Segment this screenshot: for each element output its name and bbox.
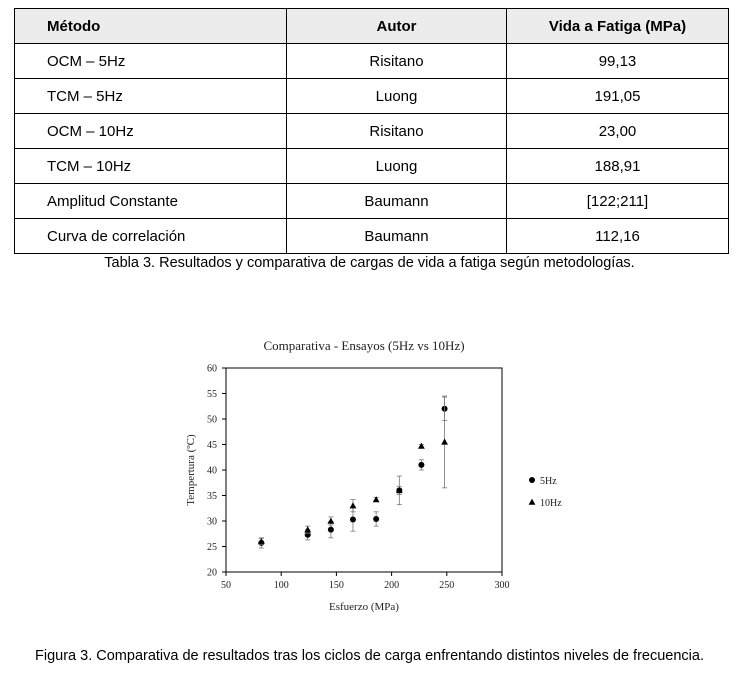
cell-author: Luong [287,149,507,184]
plot-frame [226,368,502,572]
header-fatigue-life: Vida a Fatiga (MPa) [507,9,729,44]
table-row [15,149,729,184]
x-tick-label: 150 [328,580,344,591]
cell-author: Luong [287,79,507,114]
cell-method: OCM – 10Hz [15,114,287,149]
data-point-5hz [328,527,334,533]
cell-author: Risitano [287,44,507,79]
cell-value: 188,91 [507,149,729,184]
data-point-10hz [350,502,357,508]
cell-method: Amplitud Constante [15,184,287,219]
x-tick-label: 300 [494,580,510,591]
figure-caption: Figura 3. Comparativa de resultados tras los ciclos de carga enfrentando distintos niveles de frecuencia. [35,648,704,664]
cell-value: 23,00 [507,114,729,149]
chart-svg [170,330,590,620]
y-tick-label: 25 [207,542,217,553]
data-point-5hz [418,462,424,468]
table-row [15,114,729,149]
cell-value: [122;211] [507,184,729,219]
legend-marker-5hz [529,477,535,483]
y-tick-label: 20 [207,567,217,579]
data-point-10hz [258,538,265,544]
table-row [15,79,729,114]
cell-value: 112,16 [507,219,729,254]
results-table-container [14,8,728,254]
cell-method: Curva de correlación [15,219,287,254]
data-point-5hz [373,516,379,522]
table-row [15,184,729,219]
table-caption: Tabla 3. Resultados y comparativa de cargas de vida a fatiga según metodologías. [104,255,635,271]
y-tick-label: 40 [207,465,217,477]
y-tick-label: 60 [207,363,217,375]
cell-author: Baumann [287,219,507,254]
x-tick-label: 50 [221,580,231,591]
header-author: Autor [287,9,507,44]
results-table [14,8,729,254]
data-point-10hz [441,439,448,445]
cell-method: TCM – 10Hz [15,149,287,184]
data-point-5hz [350,516,356,522]
y-tick-label: 50 [207,414,217,426]
cell-author: Risitano [287,114,507,149]
cell-value: 99,13 [507,44,729,79]
cell-author: Baumann [287,184,507,219]
y-tick-label: 30 [207,516,217,528]
legend-label: 10Hz [540,498,562,509]
y-tick-label: 55 [207,389,217,400]
data-point-10hz [418,443,425,449]
y-tick-label: 45 [207,440,217,451]
chart-title: Comparativa - Ensayos (5Hz vs 10Hz) [263,338,465,353]
y-axis-label: Tempertura (ºC) [185,434,197,506]
header-method: Método [15,9,287,44]
table-header-row [15,9,729,44]
comparison-chart [170,330,590,620]
data-point-10hz [327,518,334,524]
legend-marker-10hz [529,499,536,505]
x-tick-label: 100 [273,580,289,591]
cell-method: TCM – 5Hz [15,79,287,114]
y-tick-label: 35 [207,491,217,502]
table-row [15,44,729,79]
data-point-10hz [373,496,380,502]
x-tick-label: 200 [384,580,400,591]
cell-method: OCM – 5Hz [15,44,287,79]
x-axis-label: Esfuerzo (MPa) [329,601,399,613]
x-tick-label: 250 [439,580,455,591]
legend-label: 5Hz [540,476,557,487]
table-row [15,219,729,254]
cell-value: 191,05 [507,79,729,114]
